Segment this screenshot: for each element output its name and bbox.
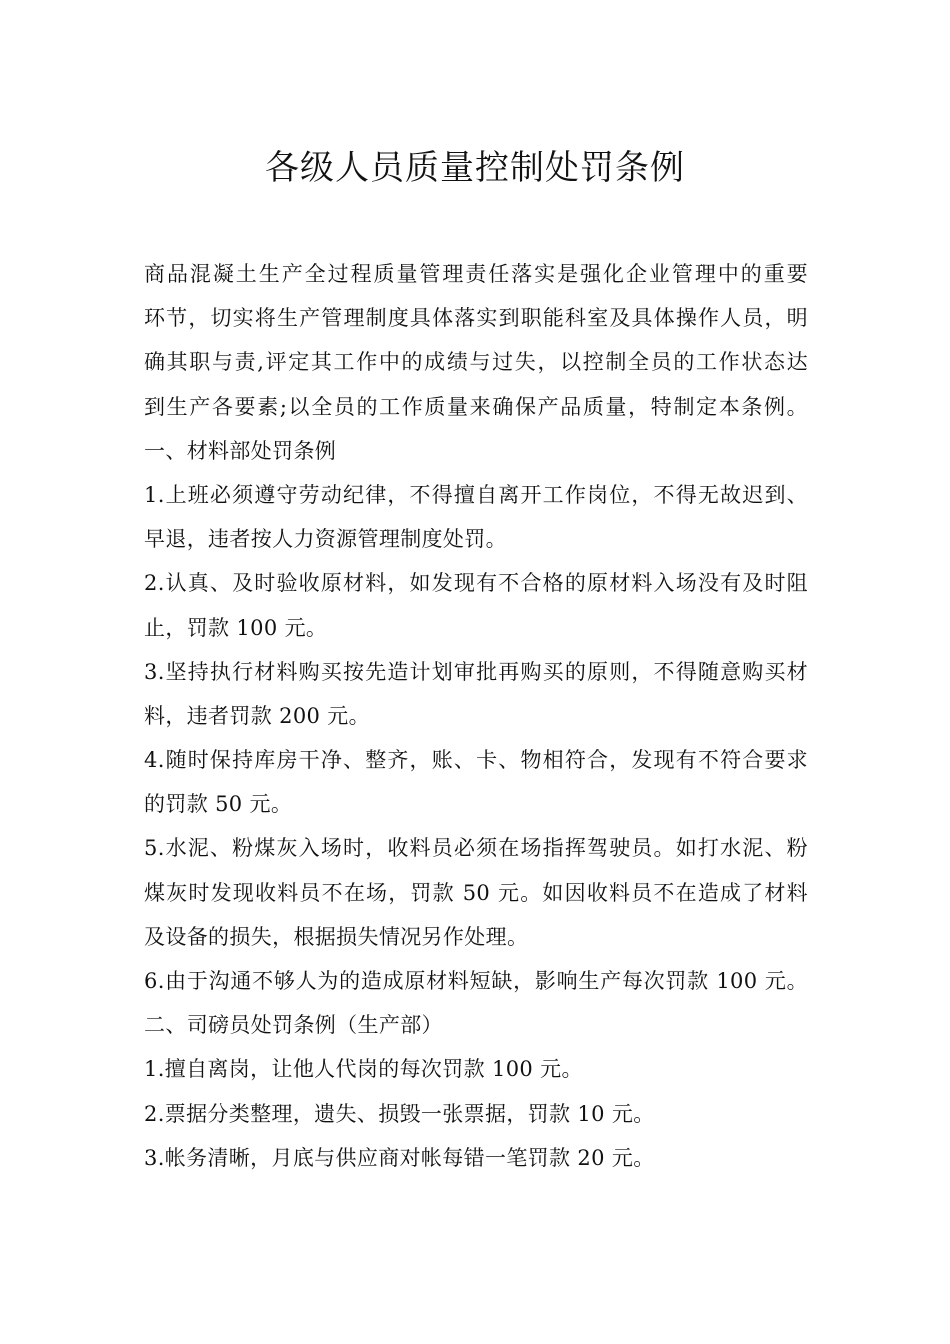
section-heading: 二、司磅员处罚条例（生产部）: [144, 1013, 443, 1038]
clause-line: 4.随时保持库房干净、整齐，账、卡、物相符合，发现有不符合要求: [144, 748, 808, 773]
clause-line: 3.坚持执行材料购买按先造计划审批再购买的原则，不得随意购买材: [144, 659, 808, 684]
document-title: 各级人员质量控制处罚条例: [265, 148, 685, 188]
paragraph-line: 到生产各要素;以全员的工作质量来确保产品质量，特制定本条例。: [144, 394, 808, 419]
clause-line: 煤灰时发现收料员不在场，罚款 50 元。如因收料员不在造成了材料: [144, 880, 808, 905]
clause-line: 及设备的损失，根据损失情况另作处理。: [144, 924, 529, 949]
clause-line: 1.上班必须遵守劳动纪律，不得擅自离开工作岗位，不得无故迟到、: [144, 482, 808, 507]
document-body: [144, 252, 808, 1180]
clause-line: 5.水泥、粉煤灰入场时，收料员必须在场指挥驾驶员。如打水泥、粉: [144, 836, 808, 861]
clause-line: 2.认真、及时验收原材料，如发现有不合格的原材料入场没有及时阻: [144, 571, 808, 596]
section-heading: 一、材料部处罚条例: [144, 438, 337, 463]
clause-line: 6.由于沟通不够人为的造成原材料短缺，影响生产每次罚款 100 元。: [144, 969, 808, 993]
clause-line: 早退，违者按人力资源管理制度处罚。: [144, 527, 507, 552]
clause-line: 料，违者罚款 200 元。: [144, 703, 370, 728]
clause-line: 1.擅自离岗，让他人代岗的每次罚款 100 元。: [144, 1057, 583, 1082]
paragraph-line: 确其职与责,评定其工作中的成绩与过失，以控制全员的工作状态达: [144, 350, 808, 375]
paragraph-line: 商品混凝土生产全过程质量管理责任落实是强化企业管理中的重要: [144, 262, 808, 286]
paragraph-line: 环节，切实将生产管理制度具体落实到职能科室及具体操作人员，明: [144, 306, 808, 331]
clause-line: 3.帐务清晰，月底与供应商对帐每错一笔罚款 20 元。: [144, 1145, 655, 1170]
clause-line: 2.票据分类整理，遗失、损毁一张票据，罚款 10 元。: [144, 1101, 655, 1126]
clause-line: 的罚款 50 元。: [144, 792, 293, 817]
clause-line: 止，罚款 100 元。: [144, 615, 328, 640]
